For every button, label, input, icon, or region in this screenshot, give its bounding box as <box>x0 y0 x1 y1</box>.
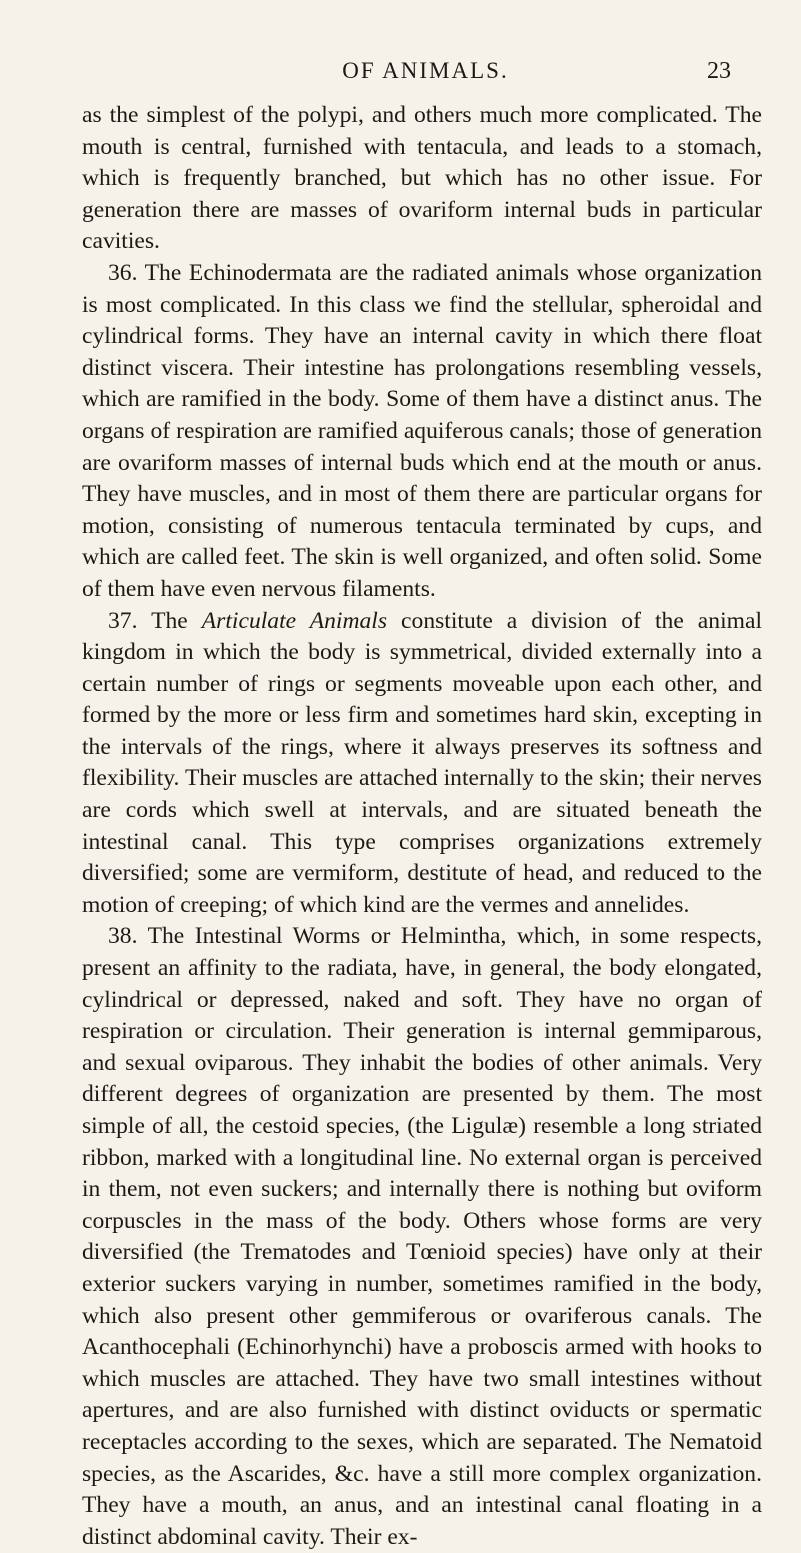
body-text <box>82 100 762 1553</box>
paragraph-37-lead: 37. The <box>108 607 202 634</box>
page-number: 23 <box>707 58 731 84</box>
page-header <box>90 58 761 88</box>
paragraph-36-echinodermata: 36. The Echinodermata are the radiated animals whose organization is most complicated. In this class we find the stellular, spheroidal and cylindrical forms. They have an internal cavity in which there float distinct viscera. Their intestine has prolongations resembling vessels, which are ramified in the body. Some of them have a distinct anus. The organs of respiration are ramified aquiferous canals; those of generation are ovariform masses of internal buds which end at the mouth or anus. They have muscles, and in most of them there are particular organs for motion, consisting of numerous tentacula terminated by cups, and which are called feet. The skin is well organized, and often solid. Some of them have even nervous filaments. <box>82 259 762 602</box>
paragraph-37-articulate-animals <box>82 606 762 922</box>
paragraph-continuation: as the simplest of the polypi, and others much more complicated. The mouth is central, furnished with tentacula, and leads to a stomach, which is frequently branched, but which has no other issue. For generation there are masses of ovariform internal buds in particular cavities. <box>82 102 762 255</box>
paragraph-38-intestinal-worms: 38. The Intestinal Worms or Helmintha, which, in some respects, present an affinity to the radiata, have, in general, the body elongated, cylindrical or depressed, naked and soft. They have no organ of respiration or circulation. Their generation is internal gemmiparous, and sexual oviparous. They inhabit the bodies of other animals. Very different degrees of organization are presented by them. The most simple of all, the cestoid species, (the Ligulæ) resemble a long striated ribbon, marked with a longitudinal line. No external organ is perceived in them, not even suckers; and internally there is nothing but oviform corpuscles in the mass of the body. Others whose forms are very diversified (the Trematodes and Tœnioid species) have only at their exterior suckers varying in number, sometimes ramified in the body, which also present other gemmiferous or ovariferous canals. The Acanthocephali (Echinorhynchi) have a proboscis armed with hooks to which muscles are attached. They have two small intestines without apertures, and are also furnished with distinct oviducts or spermatic receptacles according to the sexes, which are separated. The Nematoid species, as the Ascarides, &c. have a still more complex organization. They have a mouth, an anus, and an intestinal canal floating in a distinct abdominal cavity. Their ex- <box>82 923 762 1550</box>
paragraph-37-italic-term: Articulate Animals <box>201 607 388 634</box>
paragraph-37-text: constitute a division of the animal kingdom in which the body is symmetrical, divided externally into a certain number of rings or segments moveable upon each other, and formed by the more or less firm and sometimes hard skin, excepting in the intervals of the rings, where it always preserves its softness and flexibility. Their muscles are attached internally to the skin; their nerves are cords which swell at intervals, and are situated beneath the intestinal canal. This type comprises organizations extremely diversified; some are vermiform, destitute of head, and reduced to the motion of creeping; of which kind are the vermes and annelides. <box>82 607 762 918</box>
running-head: OF ANIMALS. <box>342 58 509 83</box>
